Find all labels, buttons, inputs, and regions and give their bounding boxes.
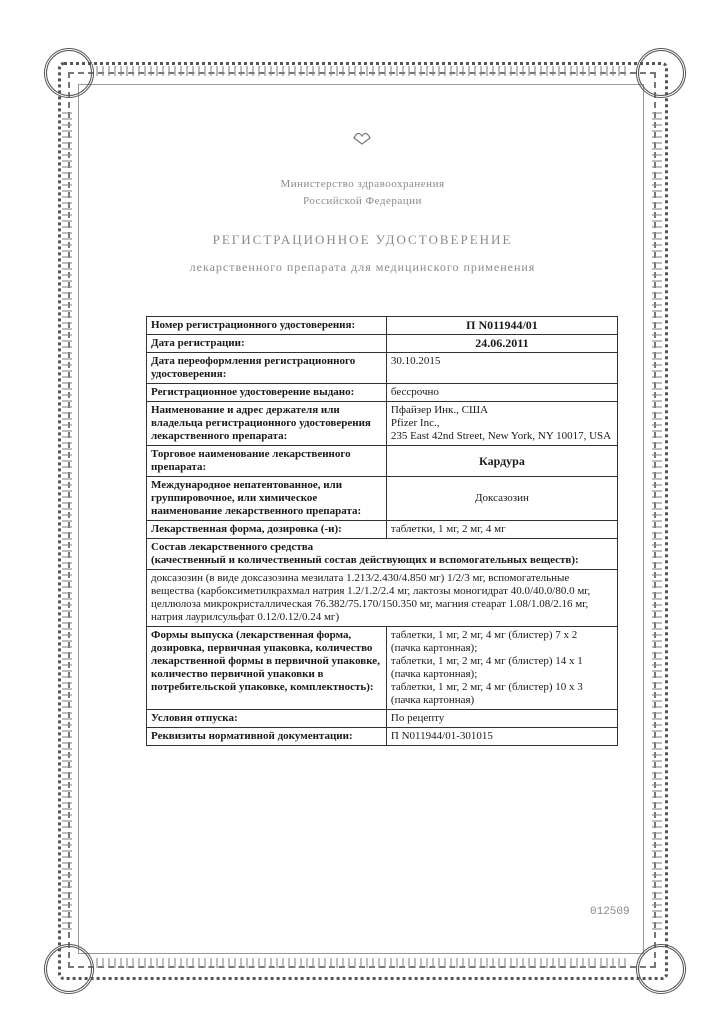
- document-subtitle: лекарственного препарата для медицинского применения: [189, 260, 536, 274]
- corner-ornament-bottom-left: [44, 944, 94, 994]
- row-label: Наименование и адрес держателя или владельца регистрационного удостоверения лекарственного препарата:: [147, 402, 387, 446]
- table-row: [147, 402, 618, 446]
- row-label: Регистрационное удостоверение выдано:: [147, 384, 387, 402]
- border-pattern-top: [96, 66, 626, 76]
- holder-name-address: Пфайзер Инк., США Pfizer Inc., 235 East 42nd Street, New York, NY 10017, USA: [386, 402, 617, 446]
- table-row: [147, 627, 618, 710]
- table-row: [147, 317, 618, 335]
- ministry-name-line1: Министерство здравоохранения: [280, 178, 445, 190]
- table-row: [147, 335, 618, 353]
- ministry-name-line2: Российской Федерации: [303, 195, 422, 207]
- registration-number: П N011944/01: [386, 317, 617, 335]
- table-row: [147, 384, 618, 402]
- row-label: Дата переоформления регистрационного удостоверения:: [147, 353, 387, 384]
- coat-of-arms-icon: [352, 128, 372, 146]
- release-forms: таблетки, 1 мг, 2 мг, 4 мг (блистер) 7 х 2 (пачка картонная); таблетки, 1 мг, 2 мг, 4 мг (блистер) 14 х 1 (пачка картонная); таблетки, 1 мг, 2 мг, 4 мг (блистер) 10 х 3 (пачка картонная): [386, 627, 617, 710]
- dispensing-conditions: По рецепту: [386, 710, 617, 728]
- validity-term: бессрочно: [386, 384, 617, 402]
- row-label: Международное непатентованное, или группировочное, или химическое наименование лекарственного препарата:: [147, 477, 387, 521]
- corner-ornament-top-left: [44, 48, 94, 98]
- inn-name: Доксазозин: [386, 477, 617, 521]
- trade-name: Кардура: [386, 446, 617, 477]
- row-label: Условия отпуска:: [147, 710, 387, 728]
- corner-ornament-top-right: [636, 48, 686, 98]
- table-row: [147, 539, 618, 570]
- dosage-form: таблетки, 1 мг, 2 мг, 4 мг: [386, 521, 617, 539]
- composition-text: доксазозин (в виде доксазозина мезилата 1.213/2.430/4.850 мг) 1/2/3 мг, вспомогательные вещества (карбоксиметилкрахмал натрия 1.2/1.2/2.4 мг, лактозы моногидрат 40.0/40.0/80.0 мг, целлюлоза микрокристаллическая 76.382/75.170/150.350 мг, магния стеарат 1.08/1.08/2.16 мг, натрия лаурилсульфат 0.12/0.12/0.24 мг): [147, 570, 618, 627]
- serial-number: 012509: [590, 906, 630, 918]
- row-label: Торговое наименование лекарственного препарата:: [147, 446, 387, 477]
- table-row: [147, 353, 618, 384]
- registration-date: 24.06.2011: [386, 335, 617, 353]
- composition-heading: Состав лекарственного средства (качественный и количественный состав действующих и вспомогательных веществ):: [147, 539, 618, 570]
- row-label: Формы выпуска (лекарственная форма, дозировка, первичная упаковка, количество лекарственной формы в первичной упаковке, количество первичной упаковки в потребительской упаковке, комплектность):: [147, 627, 387, 710]
- normative-doc-requisites: П N011944/01-301015: [386, 728, 617, 746]
- document-title: РЕГИСТРАЦИОННОЕ УДОСТОВЕРЕНИЕ: [212, 232, 513, 247]
- table-row: [147, 728, 618, 746]
- table-row: [147, 570, 618, 627]
- table-row: [147, 477, 618, 521]
- table-row: [147, 521, 618, 539]
- table-row: [147, 446, 618, 477]
- row-label: Лекарственная форма, дозировка (-и):: [147, 521, 387, 539]
- corner-ornament-bottom-right: [636, 944, 686, 994]
- registration-table: [146, 316, 618, 746]
- row-label: Дата регистрации:: [147, 335, 387, 353]
- table-row: [147, 710, 618, 728]
- reissue-date: 30.10.2015: [386, 353, 617, 384]
- row-label: Номер регистрационного удостоверения:: [147, 317, 387, 335]
- border-pattern-bottom: [96, 958, 626, 968]
- row-label: Реквизиты нормативной документации:: [147, 728, 387, 746]
